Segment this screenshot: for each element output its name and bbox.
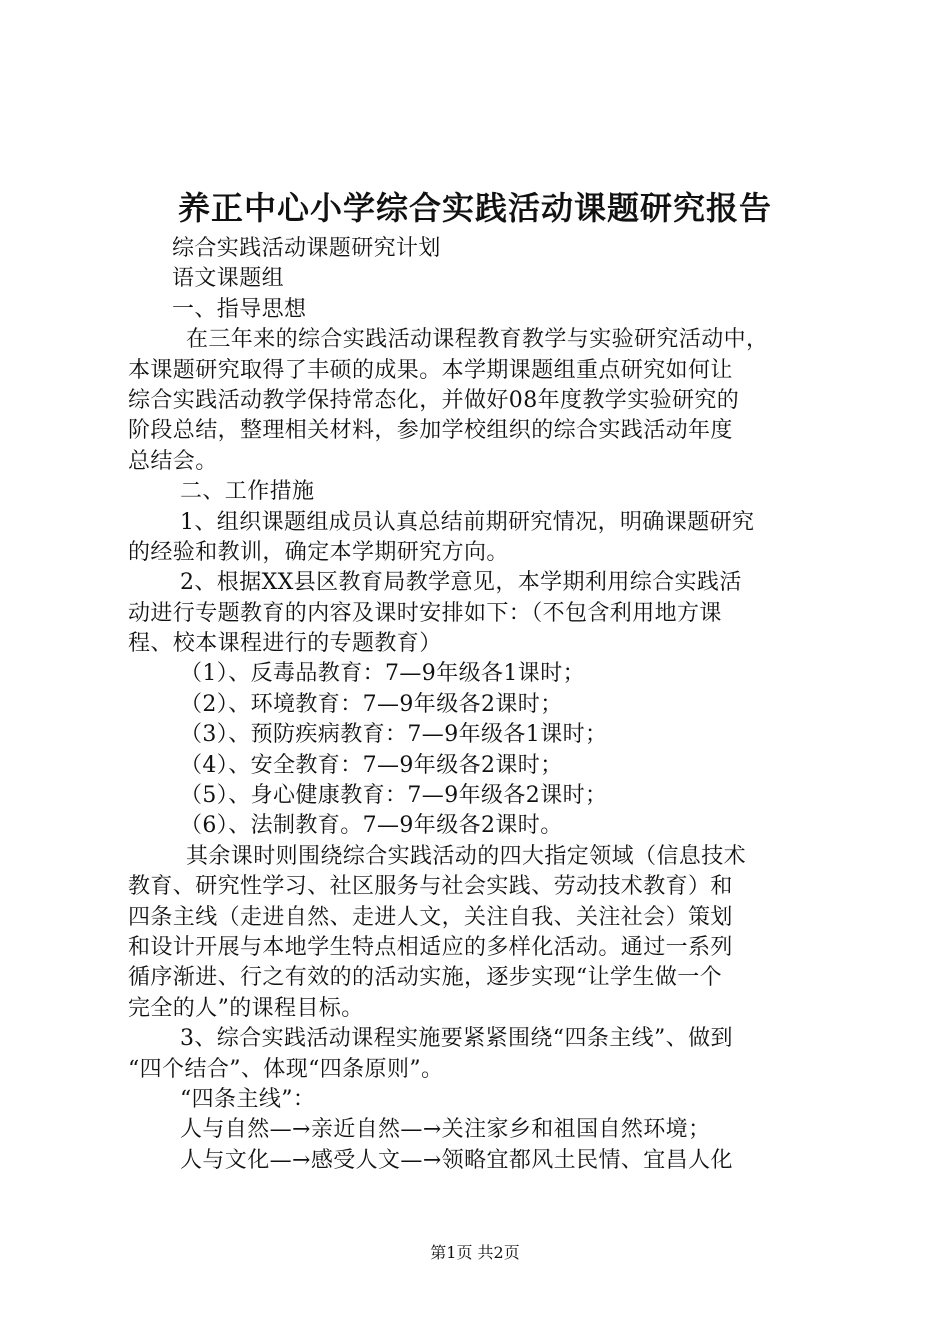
paragraph-line: 四条主线（走进自然、走进人文，关注自我、关注社会）策划 bbox=[128, 904, 733, 930]
paragraph-line: 循序渐进、行之有效的的活动实施，逐步实现“让学生做一个 bbox=[128, 965, 723, 991]
paragraph-line: 人与自然—→亲近自然—→关注家乡和祖国自然环境； bbox=[180, 1117, 711, 1143]
paragraph-line: 一、指导思想 bbox=[172, 296, 307, 322]
list-item: （5）、身心健康教育：7—9年级各2课时； bbox=[180, 783, 608, 809]
paragraph-line: 在三年来的综合实践活动课程教育教学与实验研究活动中， bbox=[186, 327, 769, 353]
paragraph-line: 二、工作措施 bbox=[180, 479, 315, 505]
document-title: 养正中心小学综合实践活动课题研究报告 bbox=[177, 189, 772, 227]
paragraph-line: 动进行专题教育的内容及课时安排如下：（不包含利用地方课 bbox=[128, 600, 722, 626]
paragraph-line: 的经验和教训，确定本学期研究方向。 bbox=[128, 539, 509, 565]
document-body bbox=[128, 234, 834, 1176]
paragraph-line: 综合实践活动课题研究计划 bbox=[172, 236, 441, 261]
paragraph-line: 3、综合实践活动课程实施要紧紧围绕“四条主线”、做到 bbox=[180, 1026, 733, 1052]
list-item: （2）、环境教育：7—9年级各2课时； bbox=[180, 691, 563, 717]
paragraph-line: 本课题研究取得了丰硕的成果。本学期课题组重点研究如何让 bbox=[128, 357, 733, 383]
paragraph-line: 人与文化—→感受人文—→领略宜都风土民情、宜昌人化 bbox=[180, 1147, 733, 1173]
paragraph-line: 1、组织课题组成员认真总结前期研究情况，明确课题研究 bbox=[180, 509, 755, 535]
paragraph-line: 教育、研究性学习、社区服务与社会实践、劳动技术教育）和 bbox=[128, 874, 733, 900]
list-item: （1）、反毒品教育：7—9年级各1课时； bbox=[180, 661, 585, 687]
paragraph-line: 其余课时则围绕综合实践活动的四大指定领域（信息技术 bbox=[186, 843, 747, 869]
paragraph-line: “四个结合”、体现“四条原则”。 bbox=[128, 1056, 444, 1082]
paragraph-line: 语文课题组 bbox=[172, 266, 285, 292]
list-item: （3）、预防疾病教育：7—9年级各1课时； bbox=[180, 722, 608, 748]
list-item: （6）、法制教育。7—9年级各2课时。 bbox=[180, 813, 563, 839]
paragraph-line: 综合实践活动教学保持常态化，并做好08年度教学实验研究的 bbox=[128, 387, 740, 413]
paragraph-line: 总结会。 bbox=[128, 448, 218, 474]
paragraph-line: 和设计开展与本地学生特点相适应的多样化活动。通过一系列 bbox=[128, 934, 733, 960]
paragraph-line: 2、根据XX县区教育局教学意见，本学期利用综合实践活 bbox=[180, 570, 742, 596]
page-footer: 第1页 共2页 bbox=[430, 1243, 520, 1262]
paragraph-line: “四条主线”： bbox=[180, 1086, 316, 1112]
paragraph-line: 程、校本课程进行的专题教育） bbox=[128, 631, 442, 657]
paragraph-line: 阶段总结，整理相关材料，参加学校组织的综合实践活动年度 bbox=[128, 418, 733, 444]
paragraph-line: 完全的人”的课程目标。 bbox=[128, 995, 364, 1021]
list-item: （4）、安全教育：7—9年级各2课时； bbox=[180, 752, 563, 778]
